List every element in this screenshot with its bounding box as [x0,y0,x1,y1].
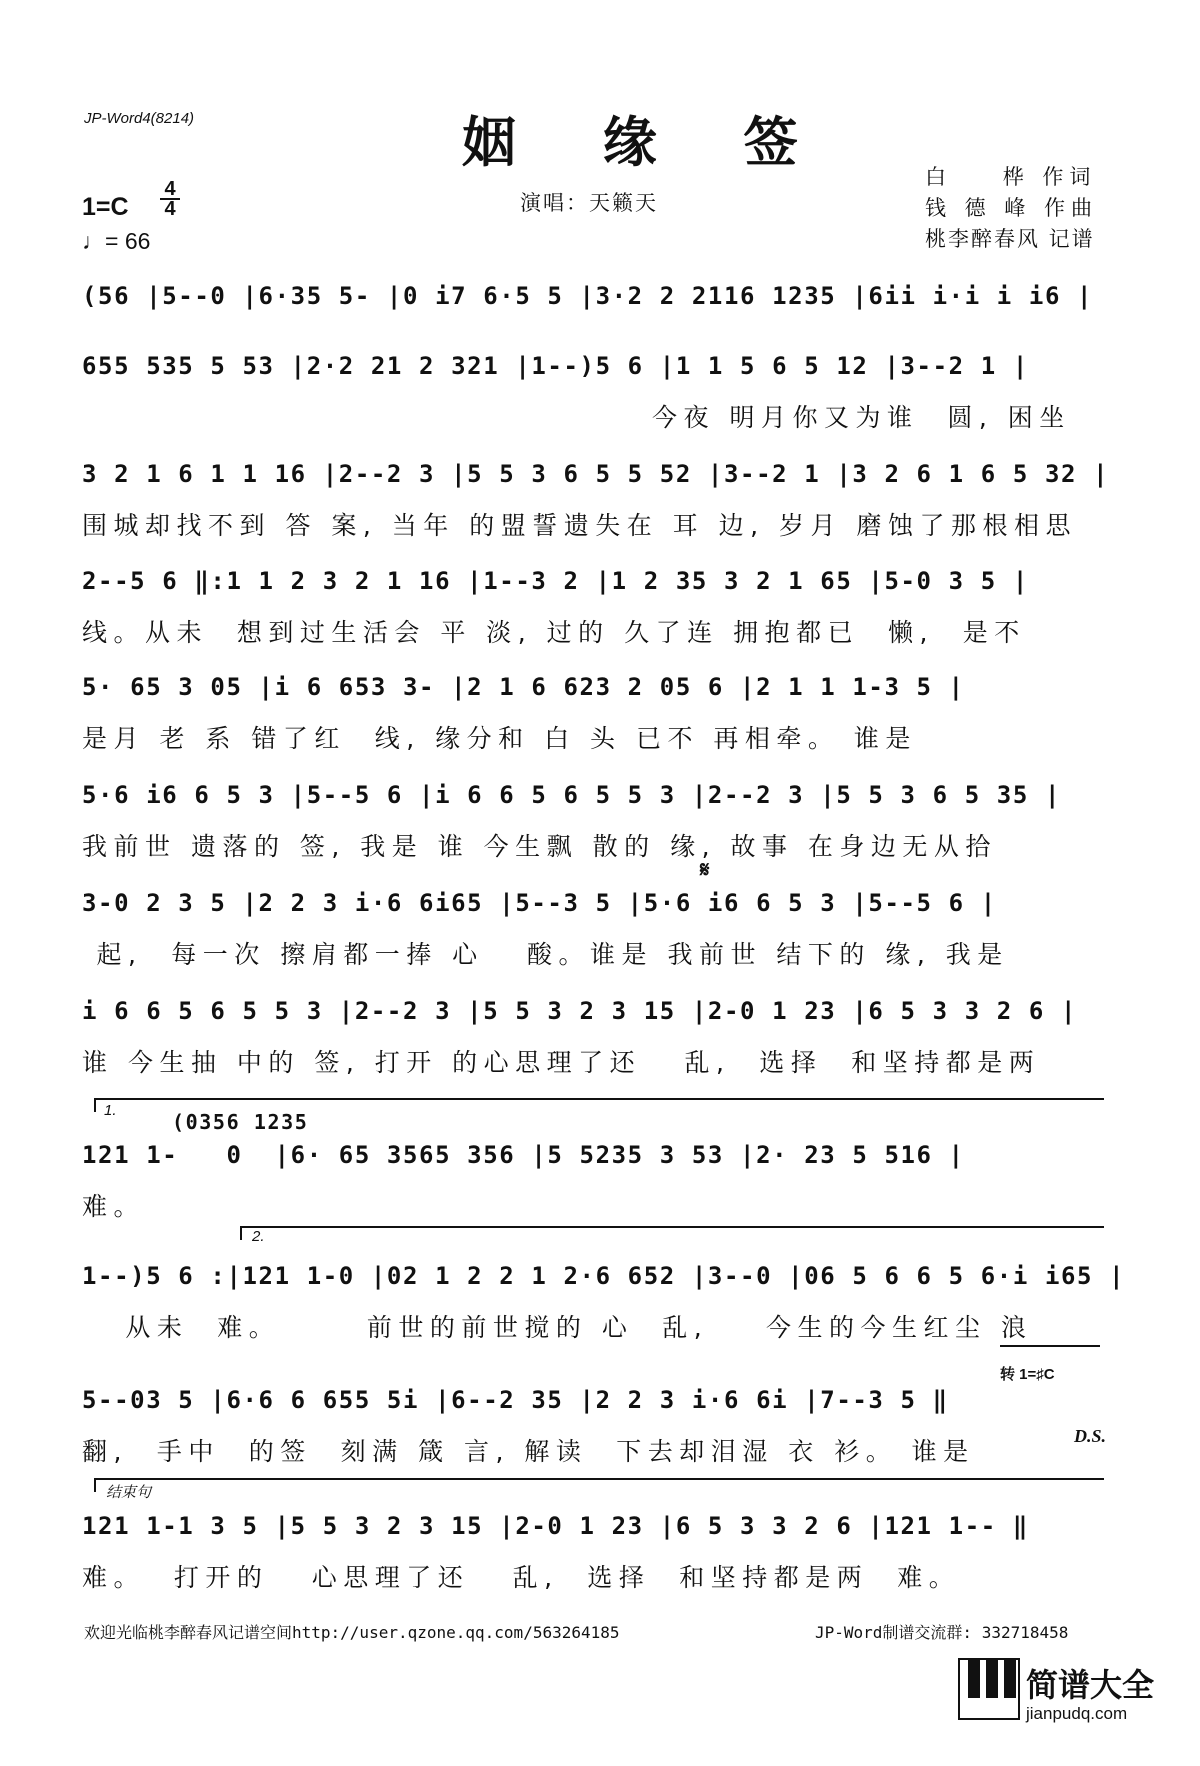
watermark-logo [958,1658,1155,1758]
notes-line: 655 535 5 53 |2·2 21 2 321 |1--)5 6 |1 1 5 6 5 12 |3--2 1 | [82,352,1029,380]
notes-line: 2--5 6 ‖:1 1 2 3 2 1 16 |1--3 2 |1 2 35 3 2 1 65 |5-0 3 5 | [82,567,1029,595]
piano-key-icon [1004,1660,1016,1698]
lyrics-line: 翻, 手中 的签 刻满 箴 言, 解读 下去却泪湿 衣 衫。 谁是 [82,1437,975,1466]
lyricist-credit: 白 桦 作词 [925,165,1097,189]
watermark-brand: 简谱大全 [1026,1666,1155,1704]
transcriber-credit: 桃李醉春风 记谱 [925,227,1095,251]
notes-line: 121 1-1 3 5 |5 5 3 2 3 15 |2-0 1 23 |6 5 3 3 2 6 |121 1-- ‖ [82,1512,1029,1540]
tempo-value: = 66 [105,228,151,254]
system-3 [82,460,1110,542]
lyrics-line: 我前世 遗落的 签, 我是 谁 今生飘 散的 缘, 故事 在身边无从拾 [82,832,997,861]
notes-line: 3 2 1 6 1 1 16 |2--2 3 |5 5 3 6 5 5 52 |3--2 1 |3 2 6 1 6 5 32 | [82,460,1110,488]
watermark-url: jianpudq.com [1026,1704,1128,1723]
ending-label: 结束句 [106,1484,152,1501]
time-signature [160,180,180,218]
lyrics-line: 从未 难。 前世的前世搅的 心 乱, 今生的今生红尘 浪 [82,1313,1033,1342]
system-2 [82,352,1102,434]
modulation-label: 转 1=♯C [1000,1366,1055,1383]
footer-left: 欢迎光临桃李醉春风记谱空间http://user.qzone.qq.com/563264185 [84,1623,620,1642]
lyrics-line: 围城却找不到 答 案, 当年 的盟誓遗失在 耳 边, 岁月 磨蚀了那根相思 [82,511,1077,540]
lyrics-line: 今夜 明月你又为谁 圆, 困坐 [652,403,1071,432]
key-signature: 1=C [82,193,129,221]
system-8 [82,997,1102,1079]
lyrics-line: 起, 每一次 擦肩都一捧 心 酸。谁是 我前世 结下的 缘, 我是 [82,940,1009,969]
system-7 [82,889,1102,971]
time-numerator: 4 [164,178,176,200]
modulation-frame [1000,1345,1100,1357]
volta-1-pickup: (0356 1235 [172,1110,309,1134]
lyrics-line: 难。 打开的 心思理了还 乱, 选择 和坚持都是两 难。 [82,1563,961,1592]
singer-credit: 演唱：天籁天 [520,191,658,215]
quarter-note-icon: ♩ [82,228,105,254]
notes-line: 1--)5 6 :|121 1-0 |02 1 2 2 1 2·6 652 |3--0 |06 5 6 6 5 6·i i65 | [82,1262,1126,1290]
lyrics-line: 是月 老 系 错了红 线, 缘分和 白 头 已不 再相牵。 谁是 [82,724,917,753]
system-10 [82,1262,1126,1344]
system-11 [82,1386,1102,1468]
lyrics-line: 难。 [82,1192,146,1221]
software-label: JP-Word4(8214) [84,110,195,127]
notes-line: 5· 65 3 05 |i 6 653 3- |2 1 6 623 2 05 6 |2 1 1 1-3 5 | [82,673,965,701]
system-9 [82,1141,1102,1223]
time-denominator: 4 [164,198,176,220]
ds-marking: D.S. [1074,1426,1107,1446]
system-6 [82,781,1102,863]
lyrics-line: 谁 今生抽 中的 签, 打开 的心思理了还 乱, 选择 和坚持都是两 [82,1048,1041,1077]
composer-credit: 钱 德 峰 作曲 [925,196,1099,220]
segno-icon: 𝄋 [700,858,710,883]
system-12 [82,1512,1102,1594]
notes-line: 5--03 5 |6·6 6 655 5i |6--2 35 |2 2 3 i·6 6i |7--3 5 ‖ [82,1386,949,1414]
volta-1-label: 1. [104,1102,117,1119]
system-5 [82,673,1102,755]
notes-line: (56 |5--0 |6·35 5- |0 i7 6·5 5 |3·2 2 2116 1235 |6ii i·i i i6 | [82,282,1094,310]
system-4 [82,567,1102,649]
system-1 [82,282,1102,310]
piano-key-icon [968,1660,980,1698]
lyrics-line: 线。从未 想到过生活会 平 淡, 过的 久了连 拥抱都已 懒, 是不 [82,618,1026,647]
piano-keys-icon [958,1658,1020,1720]
tempo-marking [82,228,150,255]
notes-line: 121 1- 0 |6· 65 3565 356 |5 5235 3 53 |2· 23 5 516 | [82,1141,965,1169]
notes-line: i 6 6 5 6 5 5 3 |2--2 3 |5 5 3 2 3 15 |2-0 1 23 |6 5 3 3 2 6 | [82,997,1078,1025]
credits-block [925,162,1098,255]
notes-line: 5·6 i6 6 5 3 |5--5 6 |i 6 6 5 6 5 5 3 |2--2 3 |5 5 3 6 5 35 | [82,781,1062,809]
footer-right: JP-Word制谱交流群: 332718458 [815,1623,1069,1642]
volta-frame-coda [94,1478,1104,1492]
piano-key-icon [986,1660,998,1698]
song-title: 姻 缘 签 [462,110,832,174]
notes-line: 3-0 2 3 5 |2 2 3 i·6 6i65 |5--3 5 |5·6 i6 6 5 3 |5--5 6 | [82,889,997,917]
volta-frame-2 [240,1226,1104,1240]
volta-2-label: 2. [252,1228,265,1245]
